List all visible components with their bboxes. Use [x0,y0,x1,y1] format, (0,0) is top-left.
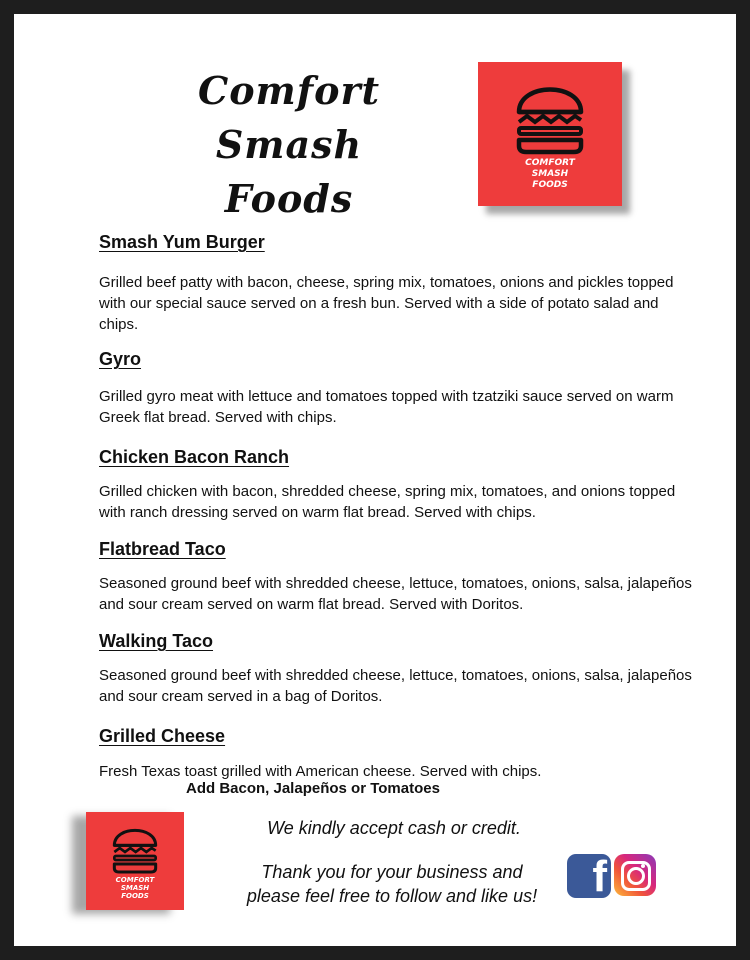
menu-item-name: Chicken Bacon Ranch [99,447,290,467]
payment-note: We kindly accept cash or credit. [267,818,521,838]
logo-small-text [86,876,184,900]
menu-page [14,14,736,946]
instagram-dot [641,864,645,868]
thank-you-line-2: please feel free to follow and like us! [246,886,538,906]
menu-item-name: Walking Taco [99,631,214,651]
burger-icon [86,812,184,876]
menu-item-description: Grilled beef patty with bacon, cheese, spring mix, tomatoes, onions and pickles topped with our special sauce served on a fresh bun. Served with a side of potato salad and chips. [99,274,674,333]
menu-item-description: Grilled gyro meat with lettuce and tomatoes topped with tzatziki sauce served on warm Greek flat bread. Served with chips. [99,388,674,426]
menu-item-description: Grilled chicken with bacon, shredded cheese, spring mix, tomatoes, and onions topped with ranch dressing served on warm flat bread. Served with chips. [99,483,676,521]
restaurant-title [179,64,399,226]
title-line-3: Foods [224,176,354,221]
thank-you-line-1: Thank you for your business and [261,862,523,882]
logo-small [86,812,184,910]
menu-item-name: Flatbread Taco [99,539,226,559]
addon-note: Add Bacon, Jalapeños or Tomatoes [186,780,440,797]
logo-small-text-line-1: COMFORT [115,876,155,884]
title-line-1: Comfort [197,68,381,113]
facebook-icon[interactable] [567,852,611,901]
logo-small-text-line-2: SMASH [120,884,150,892]
burger-icon [478,62,622,158]
logo [478,62,622,206]
logo-small-text-line-3: FOODS [121,892,149,900]
menu-item-description: Seasoned ground beef with shredded cheese, lettuce, tomatoes, onions, salsa, jalapeños and sour cream served on warm flat bread. Served with Doritos. [99,575,692,613]
logo-text-line-2: SMASH [531,169,569,179]
logo-text-line-3: FOODS [532,180,568,190]
instagram-lens [627,867,645,885]
instagram-icon[interactable] [614,854,656,896]
facebook-glyph: f [592,852,607,901]
menu-item-description: Fresh Texas toast grilled with American cheese. Served with chips. [99,763,542,780]
logo-text-line-1: COMFORT [525,158,575,168]
title-line-2: Smash [215,122,363,167]
menu-item-name: Smash Yum Burger [99,232,265,252]
menu-item-description: Seasoned ground beef with shredded cheese, lettuce, tomatoes, onions, salsa, jalapeños and sour cream served in a bag of Doritos. [99,667,692,705]
thank-you-note [232,860,552,908]
menu-item-name: Gyro [99,349,142,369]
menu-item-name: Grilled Cheese [99,726,226,746]
logo-text [478,158,622,191]
